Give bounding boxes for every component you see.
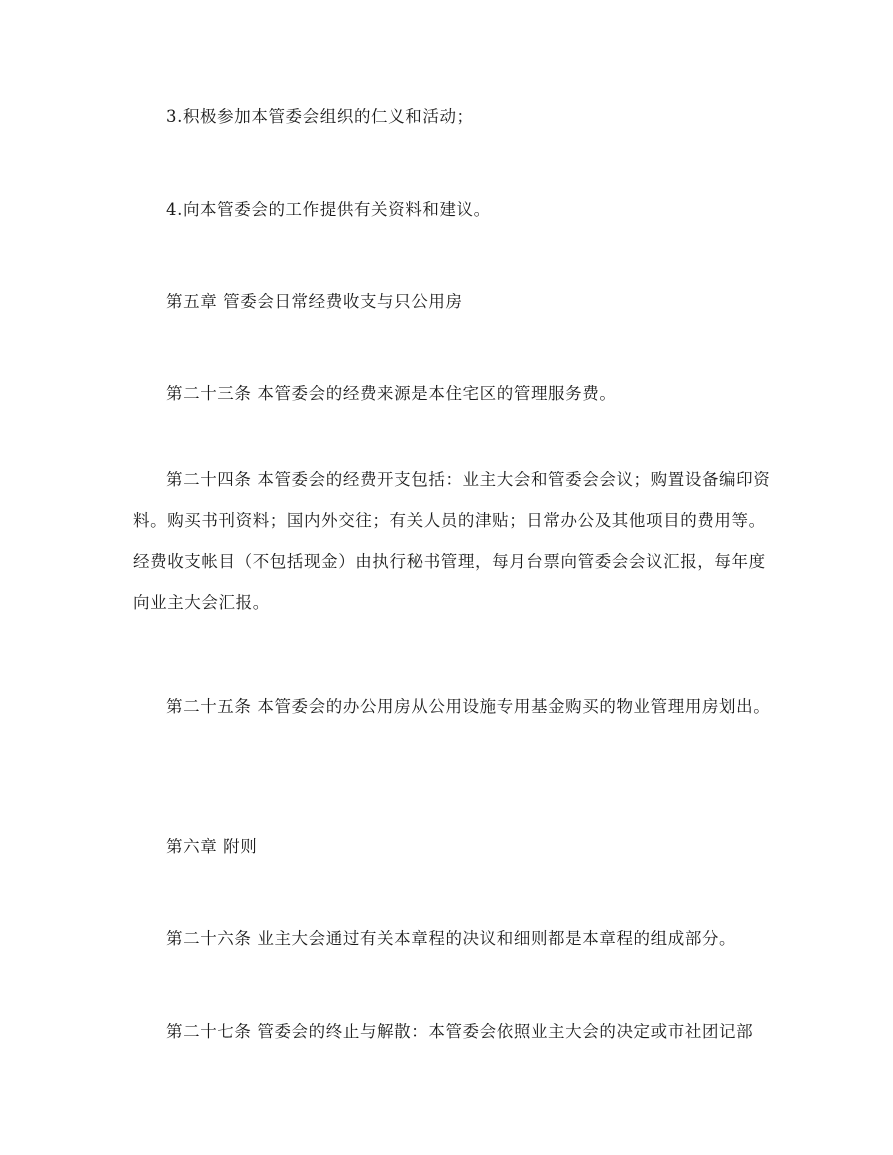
- article-27: 第二十七条 管委会的终止与解散：本管委会依照业主大会的决定或市社团记部: [166, 1022, 754, 1041]
- article-26: 第二十六条 业主大会通过有关本章程的决议和细则都是本章程的组成部分。: [166, 929, 737, 948]
- clause-item-4: 4.向本管委会的工作提供有关资料和建议。: [166, 200, 491, 219]
- chapter-6-heading: 第六章 附则: [166, 837, 258, 856]
- chapter-5-heading: 第五章 管委会日常经费收支与只公用房: [166, 292, 463, 311]
- article-24: 第二十四条 本管委会的经费开支包括：业主大会和管委会会议；购置设备编印资料。购买书刊资料；国内外交往；有关人员的津贴；日常办公及其他项目的费用等。经费收支帐目（不包括现金）由执行秘书管理，每月台票向管委会会议汇报，每年度向业主大会汇报。: [133, 470, 771, 612]
- article-23: 第二十三条 本管委会的经费来源是本住宅区的管理服务费。: [166, 384, 617, 403]
- article-25: 第二十五条 本管委会的办公用房从公用设施专用基金购买的物业管理用房划出。: [166, 697, 771, 716]
- clause-item-3: 3.积极参加本管委会组织的仁义和活动；: [166, 107, 474, 126]
